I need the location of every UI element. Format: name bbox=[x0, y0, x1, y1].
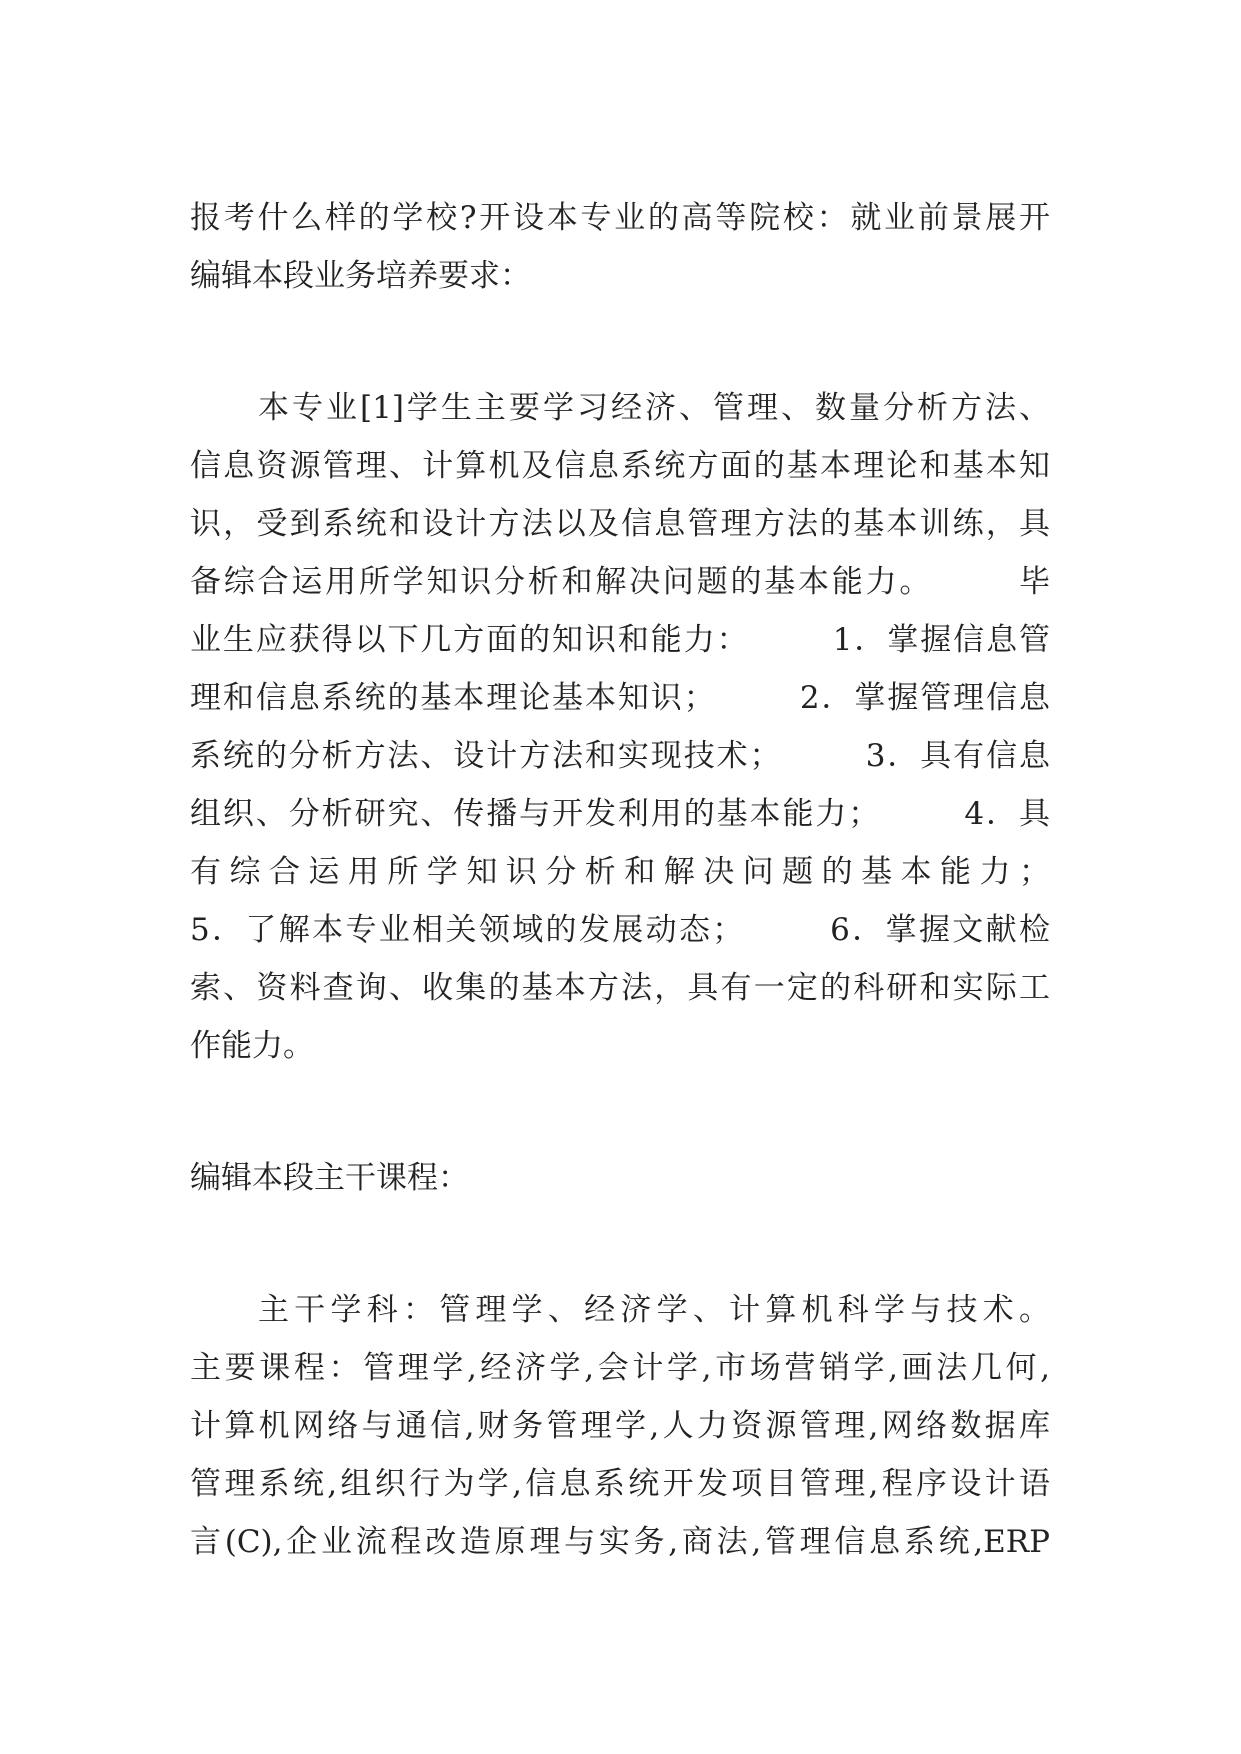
training-line-11: 索、资料查询、收集的基本方法，具有一定的科研和实际工 bbox=[190, 970, 1050, 1006]
training-line-7: 系统的分析方法、设计方法和实现技术； 3．具有信息 bbox=[190, 738, 1050, 774]
core-line-3: 计算机网络与通信,财务管理学,人力资源管理,网络数据库 bbox=[190, 1408, 1050, 1444]
training-line-6: 理和信息系统的基本理论基本知识； 2．掌握管理信息 bbox=[190, 680, 1050, 716]
section-heading-training: 编辑本段业务培养要求： bbox=[190, 258, 531, 294]
core-line-4: 管理系统,组织行为学,信息系统开发项目管理,程序设计语 bbox=[190, 1466, 1050, 1502]
core-line-2: 主要课程：管理学,经济学,会计学,市场营销学,画法几何, bbox=[190, 1350, 1050, 1386]
training-line-8: 组织、分析研究、传播与开发利用的基本能力； 4．具 bbox=[190, 796, 1050, 832]
training-line-3: 识，受到系统和设计方法以及信息管理方法的基本训练，具 bbox=[190, 506, 1050, 542]
core-line-5: 言(C),企业流程改造原理与实务,商法,管理信息系统,ERP bbox=[190, 1524, 1050, 1560]
training-line-2: 信息资源管理、计算机及信息系统方面的基本理论和基本知 bbox=[190, 448, 1050, 484]
intro-line-1: 报考什么样的学校?开设本专业的高等院校：就业前景展开 bbox=[190, 200, 1050, 236]
section-heading-core-courses: 编辑本段主干课程： bbox=[190, 1160, 469, 1196]
training-line-12: 作能力。 bbox=[190, 1028, 314, 1064]
training-line-9: 有综合运用所学知识分析和解决问题的基本能力； bbox=[190, 854, 1050, 890]
training-line-1: 本专业[1]学生主要学习经济、管理、数量分析方法、 bbox=[258, 390, 1050, 426]
training-line-10: 5．了解本专业相关领域的发展动态； 6．掌握文献检 bbox=[190, 912, 1050, 948]
core-line-1: 主干学科：管理学、经济学、计算机科学与技术。 bbox=[258, 1292, 1050, 1328]
training-line-4: 备综合运用所学知识分析和解决问题的基本能力。 毕 bbox=[190, 564, 1050, 600]
training-line-5: 业生应获得以下几方面的知识和能力： 1．掌握信息管 bbox=[190, 622, 1050, 658]
